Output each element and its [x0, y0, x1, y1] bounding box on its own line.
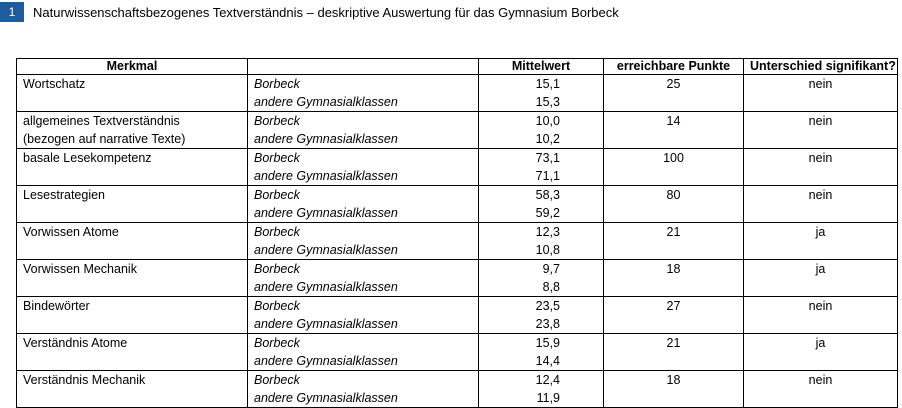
signifikant-cell [744, 186, 898, 223]
section-title: Naturwissenschaftsbezogenes Textverständnis – deskriptive Auswertung für das Gymnasium Borbeck [33, 4, 619, 20]
mittelwert-cell [479, 149, 604, 186]
gruppe-borbeck: Borbeck [254, 151, 300, 165]
mittelwert-andere: 10,2 [535, 132, 560, 146]
table-row [17, 112, 898, 149]
merkmal-cell [17, 186, 248, 223]
gruppe-cell [248, 223, 479, 260]
gruppe-cell [248, 149, 479, 186]
gruppe-cell [248, 260, 479, 297]
mittelwert-borbeck: 58,3 [535, 188, 560, 202]
table-body [17, 75, 898, 408]
merkmal-label: basale Lesekompetenz [23, 151, 152, 165]
mittelwert-cell [479, 223, 604, 260]
punkte-cell [604, 75, 744, 112]
section-heading [0, 0, 619, 24]
header-unterschied-signifikant: Unterschied signifikant? [744, 59, 898, 75]
punkte-cell [604, 112, 744, 149]
mittelwert-andere: 15,3 [535, 95, 560, 109]
table-row [17, 223, 898, 260]
gruppe-cell [248, 334, 479, 371]
punkte-cell [604, 149, 744, 186]
mittelwert-andere: 11,9 [536, 391, 560, 405]
mittelwert-borbeck: 10,0 [535, 114, 560, 128]
gruppe-cell [248, 371, 479, 408]
header-erreichbare-punkte: erreichbare Punkte [604, 59, 744, 75]
gruppe-borbeck: Borbeck [254, 188, 300, 202]
erreichbare-punkte-value: 80 [666, 188, 681, 202]
merkmal-cell [17, 297, 248, 334]
table-row [17, 149, 898, 186]
mittelwert-andere: 71,1 [535, 169, 560, 183]
signifikant-cell [744, 260, 898, 297]
mittelwert-borbeck: 12,4 [535, 373, 560, 387]
mittelwert-cell [479, 186, 604, 223]
gruppe-andere: andere Gymnasialklassen [254, 243, 398, 257]
mittelwert-andere: 14,4 [535, 354, 560, 368]
table-row [17, 75, 898, 112]
gruppe-andere: andere Gymnasialklassen [254, 354, 398, 368]
signifikant-value: ja [815, 225, 826, 239]
signifikant-cell [744, 112, 898, 149]
erreichbare-punkte-value: 25 [666, 77, 681, 91]
signifikant-value: nein [808, 188, 833, 202]
signifikant-cell [744, 371, 898, 408]
mittelwert-cell [479, 334, 604, 371]
signifikant-value: nein [808, 299, 833, 313]
table-row [17, 297, 898, 334]
mittelwert-cell [479, 371, 604, 408]
signifikant-cell [744, 75, 898, 112]
punkte-cell [604, 223, 744, 260]
merkmal-cell [17, 149, 248, 186]
signifikant-value: ja [815, 336, 826, 350]
signifikant-cell [744, 334, 898, 371]
erreichbare-punkte-value: 27 [666, 299, 681, 313]
gruppe-borbeck: Borbeck [254, 77, 300, 91]
gruppe-borbeck: Borbeck [254, 262, 300, 276]
signifikant-value: ja [815, 262, 826, 276]
mittelwert-andere: 8,8 [542, 280, 560, 294]
gruppe-borbeck: Borbeck [254, 299, 300, 313]
erreichbare-punkte-value: 18 [666, 262, 681, 276]
gruppe-cell [248, 297, 479, 334]
signifikant-value: nein [808, 151, 833, 165]
signifikant-value: nein [808, 114, 833, 128]
gruppe-andere: andere Gymnasialklassen [254, 391, 398, 405]
erreichbare-punkte-value: 14 [666, 114, 681, 128]
mittelwert-borbeck: 15,9 [535, 336, 560, 350]
mittelwert-borbeck: 73,1 [535, 151, 560, 165]
punkte-cell [604, 297, 744, 334]
merkmal-cell [17, 371, 248, 408]
gruppe-borbeck: Borbeck [254, 373, 300, 387]
merkmal-cell [17, 334, 248, 371]
mittelwert-andere: 59,2 [535, 206, 560, 220]
gruppe-cell [248, 186, 479, 223]
mittelwert-borbeck: 23,5 [535, 299, 560, 313]
erreichbare-punkte-value: 21 [666, 225, 681, 239]
mittelwert-borbeck: 15,1 [535, 77, 560, 91]
mittelwert-borbeck: 9,7 [542, 262, 560, 276]
punkte-cell [604, 260, 744, 297]
signifikant-value: nein [808, 373, 833, 387]
mittelwert-borbeck: 12,3 [535, 225, 560, 239]
header-mittelwert: Mittelwert [479, 59, 604, 75]
gruppe-borbeck: Borbeck [254, 336, 300, 350]
merkmal-label: Bindewörter [23, 299, 90, 313]
signifikant-cell [744, 223, 898, 260]
merkmal-label: Verständnis Atome [23, 336, 128, 350]
merkmal-label: Lesestrategien [23, 188, 106, 202]
mittelwert-cell [479, 297, 604, 334]
merkmal-label: Vorwissen Atome [23, 225, 119, 239]
merkmal-label: (bezogen auf narrative Texte) [23, 132, 186, 146]
gruppe-borbeck: Borbeck [254, 225, 300, 239]
gruppe-andere: andere Gymnasialklassen [254, 95, 398, 109]
gruppe-andere: andere Gymnasialklassen [254, 132, 398, 146]
mittelwert-cell [479, 75, 604, 112]
gruppe-andere: andere Gymnasialklassen [254, 169, 398, 183]
erreichbare-punkte-value: 18 [666, 373, 681, 387]
gruppe-andere: andere Gymnasialklassen [254, 317, 398, 331]
signifikant-cell [744, 297, 898, 334]
merkmal-cell [17, 112, 248, 149]
table-row [17, 334, 898, 371]
mittelwert-cell [479, 112, 604, 149]
signifikant-cell [744, 149, 898, 186]
gruppe-andere: andere Gymnasialklassen [254, 206, 398, 220]
punkte-cell [604, 186, 744, 223]
gruppe-borbeck: Borbeck [254, 114, 300, 128]
header-merkmal: Merkmal [17, 59, 248, 75]
table-row [17, 186, 898, 223]
merkmal-cell [17, 223, 248, 260]
merkmal-label: Verständnis Mechanik [23, 373, 146, 387]
punkte-cell [604, 334, 744, 371]
table-row [17, 371, 898, 408]
mittelwert-andere: 23,8 [535, 317, 560, 331]
gruppe-andere: andere Gymnasialklassen [254, 280, 398, 294]
signifikant-value: nein [808, 77, 833, 91]
merkmal-label: Vorwissen Mechanik [23, 262, 137, 276]
results-table [16, 58, 898, 408]
erreichbare-punkte-value: 21 [666, 336, 681, 350]
gruppe-cell [248, 112, 479, 149]
header-gruppe [248, 59, 479, 75]
erreichbare-punkte-value: 100 [663, 151, 684, 165]
mittelwert-cell [479, 260, 604, 297]
mittelwert-andere: 10,8 [535, 243, 560, 257]
table-row [17, 260, 898, 297]
punkte-cell [604, 371, 744, 408]
merkmal-label: Wortschatz [23, 77, 86, 91]
gruppe-cell [248, 75, 479, 112]
merkmal-cell [17, 75, 248, 112]
section-number-badge: 1 [0, 2, 24, 22]
merkmal-cell [17, 260, 248, 297]
merkmal-label: allgemeines Textverständnis [23, 114, 180, 128]
table-header-row [17, 59, 898, 75]
